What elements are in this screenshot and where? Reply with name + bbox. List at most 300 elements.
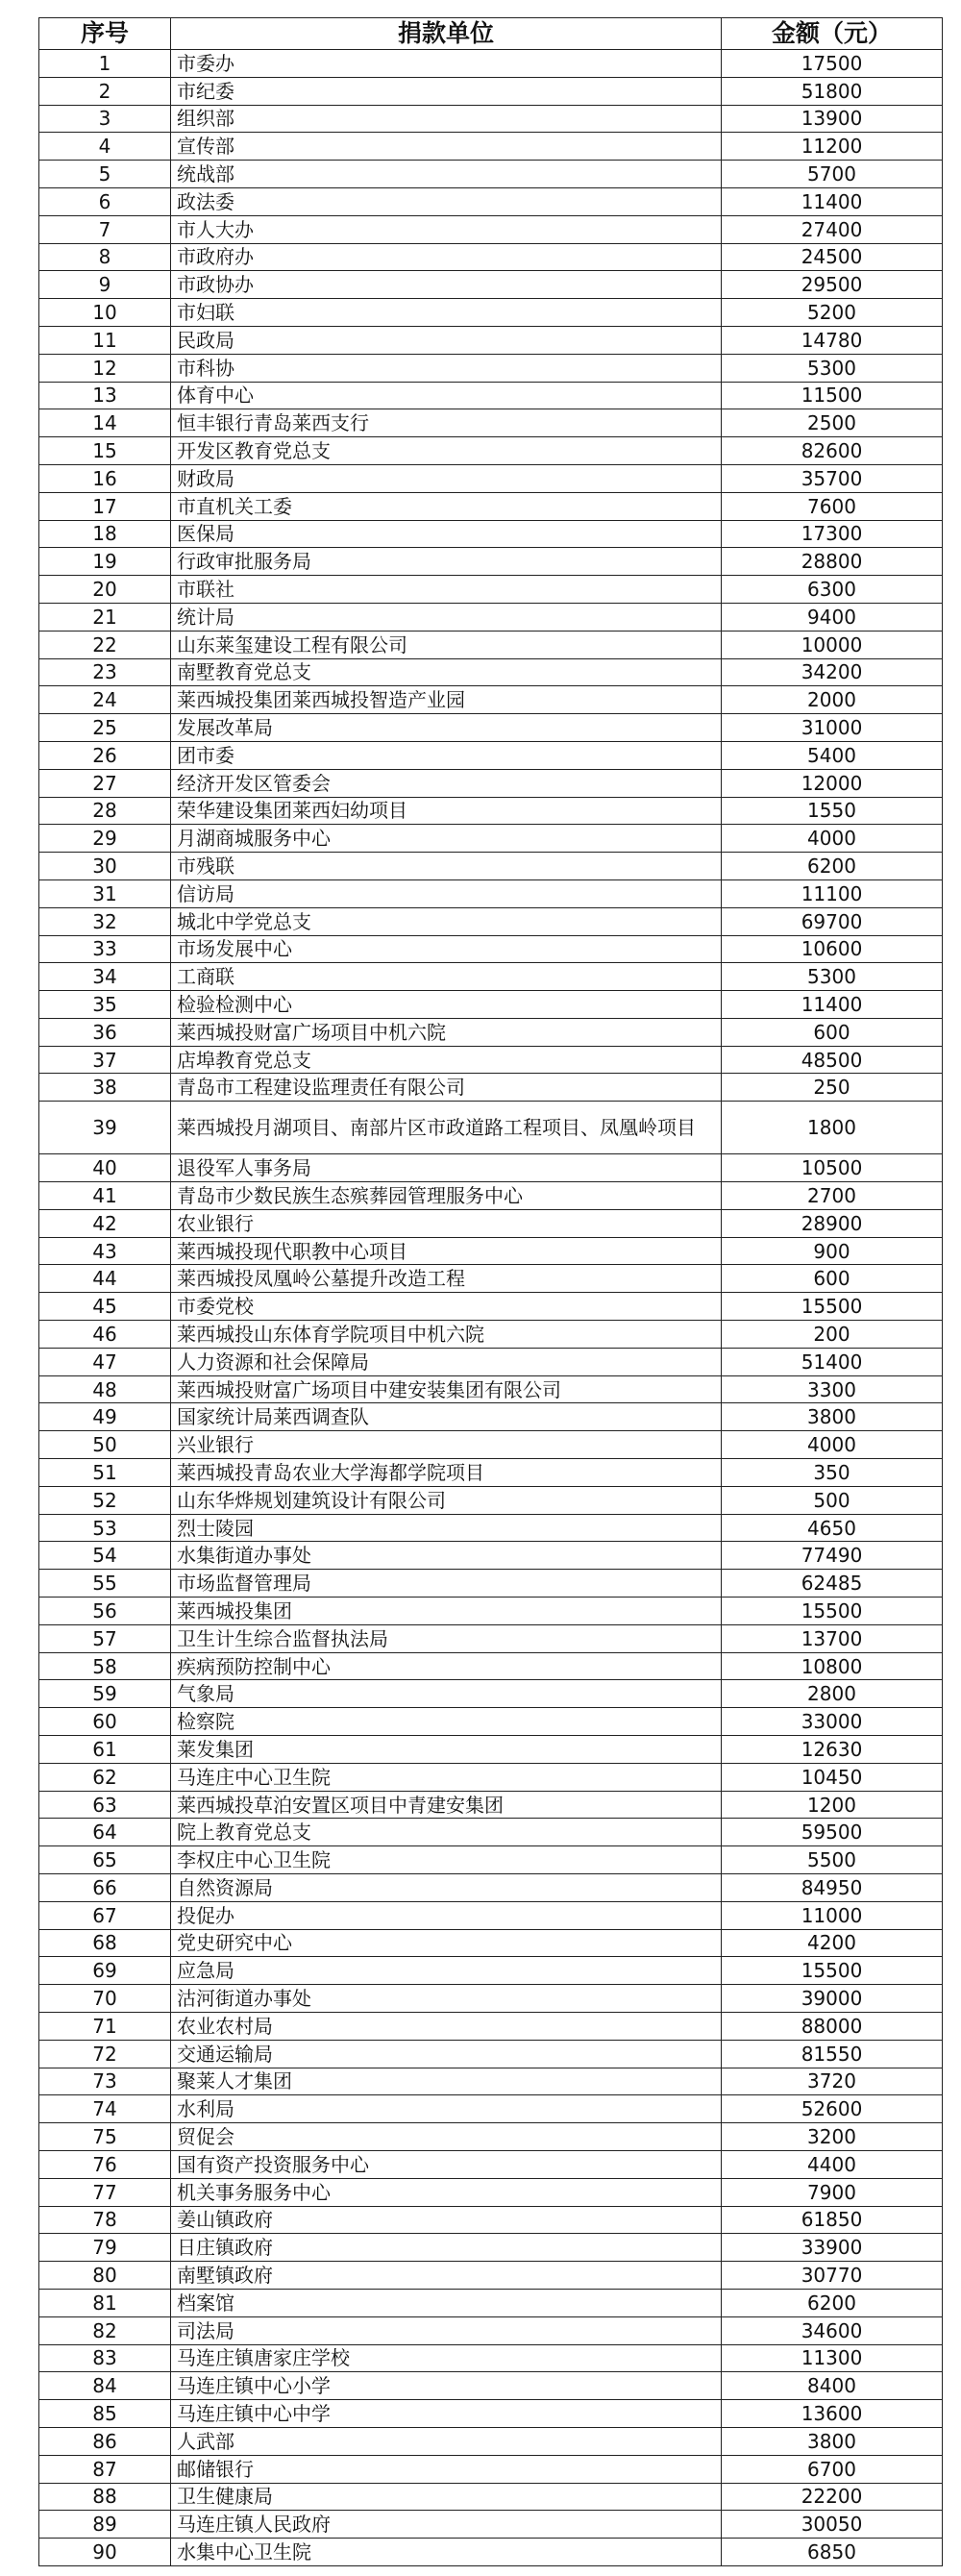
row-index: 9 [39,271,171,299]
row-index: 43 [39,1237,171,1265]
table-row [39,2511,943,2539]
row-donor: 莱西城投集团 [171,1598,722,1625]
table-row [39,187,943,215]
row-donor: 市政协办 [171,271,722,299]
row-amount: 13700 [722,1624,943,1652]
row-index: 4 [39,133,171,161]
row-index: 72 [39,2040,171,2068]
table-body [39,50,943,2566]
row-index: 79 [39,2234,171,2262]
row-index: 54 [39,1542,171,1570]
table-row [39,2178,943,2206]
row-amount: 82600 [722,437,943,465]
table-row [39,354,943,382]
row-index: 27 [39,769,171,797]
row-donor: 市妇联 [171,299,722,327]
row-amount: 1550 [722,797,943,825]
table-row [39,133,943,161]
header-amount: 金额（元） [722,18,943,50]
row-amount: 34200 [722,658,943,686]
row-donor: 投促办 [171,1901,722,1929]
row-amount: 10800 [722,1652,943,1680]
row-index: 75 [39,2123,171,2151]
row-index: 70 [39,1985,171,2013]
table-row [39,1763,943,1791]
row-index: 1 [39,50,171,78]
row-amount: 500 [722,1486,943,1514]
row-amount: 6200 [722,2289,943,2316]
row-amount: 31000 [722,714,943,742]
row-index: 62 [39,1763,171,1791]
table-row [39,548,943,576]
table-row [39,935,943,963]
table-row [39,1154,943,1182]
row-donor: 青岛市少数民族生态殡葬园管理服务中心 [171,1182,722,1210]
row-amount: 6200 [722,853,943,880]
row-index: 30 [39,853,171,880]
row-amount: 17500 [722,50,943,78]
row-amount: 3800 [722,2427,943,2455]
row-amount: 2000 [722,686,943,714]
row-donor: 莱西城投财富广场项目中建安装集团有限公司 [171,1375,722,1403]
row-amount: 6850 [722,2539,943,2566]
row-amount: 81550 [722,2040,943,2068]
row-donor: 疾病预防控制中心 [171,1652,722,1680]
row-index: 55 [39,1570,171,1598]
row-amount: 69700 [722,907,943,935]
row-index: 15 [39,437,171,465]
table-row [39,963,943,991]
table-row [39,1182,943,1210]
row-amount: 11400 [722,991,943,1019]
row-donor: 经济开发区管委会 [171,769,722,797]
row-donor: 市人大办 [171,215,722,243]
table-row [39,991,943,1019]
row-donor: 马连庄镇人民政府 [171,2511,722,2539]
row-donor: 莱西城投集团莱西城投智造产业园 [171,686,722,714]
row-amount: 52600 [722,2095,943,2123]
table-row [39,576,943,604]
row-index: 40 [39,1154,171,1182]
row-amount: 33000 [722,1708,943,1736]
row-donor: 市委办 [171,50,722,78]
row-donor: 市纪委 [171,77,722,105]
row-amount: 11500 [722,382,943,409]
table-row [39,769,943,797]
row-amount: 10000 [722,631,943,658]
row-donor: 马连庄镇中心中学 [171,2400,722,2428]
row-index: 10 [39,299,171,327]
table-row [39,1874,943,1902]
header-donor: 捐款单位 [171,18,722,50]
row-donor: 自然资源局 [171,1874,722,1902]
row-index: 89 [39,2511,171,2539]
table-row [39,2483,943,2511]
row-index: 17 [39,492,171,520]
row-donor: 山东莱玺建设工程有限公司 [171,631,722,658]
table-row [39,326,943,354]
table-row [39,2012,943,2040]
row-amount: 29500 [722,271,943,299]
table-row [39,907,943,935]
row-donor: 检察院 [171,1708,722,1736]
row-index: 74 [39,2095,171,2123]
row-donor: 莱西城投山东体育学院项目中机六院 [171,1321,722,1349]
row-amount: 34600 [722,2316,943,2344]
row-index: 8 [39,243,171,271]
row-index: 88 [39,2483,171,2511]
donation-table-container [38,17,942,2566]
table-row [39,1265,943,1293]
header-index: 序号 [39,18,171,50]
row-amount: 350 [722,1459,943,1487]
row-donor: 体育中心 [171,382,722,409]
table-row [39,2427,943,2455]
table-row [39,161,943,188]
table-row [39,409,943,437]
row-donor: 党史研究中心 [171,1929,722,1957]
table-row [39,520,943,548]
table-row [39,2289,943,2316]
row-index: 49 [39,1403,171,1431]
row-index: 63 [39,1791,171,1819]
row-index: 5 [39,161,171,188]
table-row [39,1293,943,1321]
row-amount: 48500 [722,1046,943,1074]
row-index: 67 [39,1901,171,1929]
row-index: 47 [39,1348,171,1375]
row-amount: 2800 [722,1680,943,1708]
row-donor: 工商联 [171,963,722,991]
row-amount: 2500 [722,409,943,437]
table-row [39,1819,943,1846]
row-index: 69 [39,1957,171,1985]
table-row [39,2344,943,2372]
row-amount: 77490 [722,1542,943,1570]
row-amount: 24500 [722,243,943,271]
row-index: 83 [39,2344,171,2372]
row-index: 33 [39,935,171,963]
row-index: 50 [39,1431,171,1459]
row-index: 78 [39,2206,171,2234]
row-donor: 山东华烨规划建筑设计有限公司 [171,1486,722,1514]
table-row [39,2262,943,2290]
row-amount: 4000 [722,825,943,853]
row-index: 44 [39,1265,171,1293]
table-row [39,879,943,907]
row-amount: 51400 [722,1348,943,1375]
table-row [39,271,943,299]
row-amount: 5500 [722,1846,943,1874]
row-donor: 莱西城投凤凰岭公墓提升改造工程 [171,1265,722,1293]
row-amount: 10600 [722,935,943,963]
table-row [39,492,943,520]
table-row [39,243,943,271]
row-index: 77 [39,2178,171,2206]
row-donor: 医保局 [171,520,722,548]
row-index: 24 [39,686,171,714]
row-index: 26 [39,741,171,769]
row-donor: 店埠教育党总支 [171,1046,722,1074]
row-amount: 600 [722,1265,943,1293]
row-amount: 600 [722,1018,943,1046]
table-row [39,686,943,714]
table-row [39,2234,943,2262]
table-row [39,1486,943,1514]
row-donor: 南墅镇政府 [171,2262,722,2290]
row-donor: 院上教育党总支 [171,1819,722,1846]
row-donor: 信访局 [171,879,722,907]
row-index: 18 [39,520,171,548]
row-amount: 5400 [722,741,943,769]
table-row [39,1237,943,1265]
row-donor: 卫生计生综合监督执法局 [171,1624,722,1652]
row-amount: 6300 [722,576,943,604]
row-amount: 13900 [722,105,943,133]
row-amount: 4400 [722,2150,943,2178]
table-row [39,1598,943,1625]
row-amount: 11000 [722,1901,943,1929]
row-amount: 4200 [722,1929,943,1957]
row-index: 80 [39,2262,171,2290]
row-donor: 市场发展中心 [171,935,722,963]
table-row [39,2372,943,2400]
row-donor: 聚莱人才集团 [171,2068,722,2095]
row-index: 41 [39,1182,171,1210]
table-row [39,2150,943,2178]
table-row [39,2455,943,2483]
row-amount: 14780 [722,326,943,354]
table-row [39,797,943,825]
row-index: 13 [39,382,171,409]
row-index: 28 [39,797,171,825]
row-index: 65 [39,1846,171,1874]
row-donor: 李权庄中心卫生院 [171,1846,722,1874]
row-amount: 13600 [722,2400,943,2428]
row-index: 25 [39,714,171,742]
row-index: 42 [39,1209,171,1237]
row-donor: 马连庄中心卫生院 [171,1763,722,1791]
row-amount: 900 [722,1237,943,1265]
row-donor: 市科协 [171,354,722,382]
row-index: 85 [39,2400,171,2428]
row-amount: 7900 [722,2178,943,2206]
row-donor: 民政局 [171,326,722,354]
row-amount: 3720 [722,2068,943,2095]
row-amount: 15500 [722,1293,943,1321]
row-index: 64 [39,1819,171,1846]
row-index: 35 [39,991,171,1019]
row-donor: 国有资产投资服务中心 [171,2150,722,2178]
row-donor: 开发区教育党总支 [171,437,722,465]
table-row [39,50,943,78]
table-row [39,1459,943,1487]
row-amount: 7600 [722,492,943,520]
table-row [39,1348,943,1375]
row-index: 37 [39,1046,171,1074]
row-donor: 兴业银行 [171,1431,722,1459]
row-index: 46 [39,1321,171,1349]
table-row [39,2068,943,2095]
row-amount: 5300 [722,963,943,991]
row-amount: 39000 [722,1985,943,2013]
row-index: 57 [39,1624,171,1652]
table-row [39,825,943,853]
row-amount: 5300 [722,354,943,382]
table-row [39,382,943,409]
row-amount: 3800 [722,1403,943,1431]
row-amount: 30050 [722,2511,943,2539]
table-row [39,1736,943,1764]
row-amount: 5700 [722,161,943,188]
row-donor: 检验检测中心 [171,991,722,1019]
table-row [39,2123,943,2151]
row-donor: 市场监督管理局 [171,1570,722,1598]
table-row [39,1791,943,1819]
row-amount: 6700 [722,2455,943,2483]
row-amount: 11400 [722,187,943,215]
row-amount: 200 [722,1321,943,1349]
row-amount: 59500 [722,1819,943,1846]
table-row [39,215,943,243]
table-row [39,1431,943,1459]
row-index: 68 [39,1929,171,1957]
table-row [39,2040,943,2068]
row-amount: 28800 [722,548,943,576]
row-index: 71 [39,2012,171,2040]
row-donor: 行政审批服务局 [171,548,722,576]
row-donor: 市直机关工委 [171,492,722,520]
row-amount: 22200 [722,2483,943,2511]
table-row [39,1018,943,1046]
row-donor: 市联社 [171,576,722,604]
row-amount: 15500 [722,1598,943,1625]
row-donor: 人力资源和社会保障局 [171,1348,722,1375]
row-donor: 发展改革局 [171,714,722,742]
row-amount: 12000 [722,769,943,797]
table-row [39,1514,943,1542]
row-index: 56 [39,1598,171,1625]
table-row [39,2316,943,2344]
row-index: 87 [39,2455,171,2483]
row-donor: 人武部 [171,2427,722,2455]
row-donor: 荣华建设集团莱西妇幼项目 [171,797,722,825]
row-donor: 统计局 [171,603,722,631]
table-row [39,299,943,327]
row-amount: 27400 [722,215,943,243]
table-row [39,741,943,769]
row-amount: 10450 [722,1763,943,1791]
row-amount: 1800 [722,1102,943,1154]
row-donor: 气象局 [171,1680,722,1708]
table-row [39,1652,943,1680]
row-amount: 1200 [722,1791,943,1819]
row-index: 53 [39,1514,171,1542]
table-row [39,1209,943,1237]
row-donor: 城北中学党总支 [171,907,722,935]
table-row [39,1708,943,1736]
row-amount: 12630 [722,1736,943,1764]
row-donor: 莱发集团 [171,1736,722,1764]
row-index: 81 [39,2289,171,2316]
row-donor: 国家统计局莱西调查队 [171,1403,722,1431]
row-donor: 马连庄镇唐家庄学校 [171,2344,722,2372]
row-index: 23 [39,658,171,686]
row-donor: 应急局 [171,1957,722,1985]
row-donor: 政法委 [171,187,722,215]
row-index: 51 [39,1459,171,1487]
table-row [39,1985,943,2013]
table-row [39,631,943,658]
table-row [39,2400,943,2428]
row-donor: 日庄镇政府 [171,2234,722,2262]
row-donor: 档案馆 [171,2289,722,2316]
row-index: 38 [39,1074,171,1102]
row-index: 20 [39,576,171,604]
row-amount: 11200 [722,133,943,161]
row-amount: 88000 [722,2012,943,2040]
row-index: 7 [39,215,171,243]
row-index: 82 [39,2316,171,2344]
row-index: 21 [39,603,171,631]
row-index: 52 [39,1486,171,1514]
table-row [39,1102,943,1154]
row-donor: 组织部 [171,105,722,133]
row-index: 29 [39,825,171,853]
row-donor: 马连庄镇中心小学 [171,2372,722,2400]
row-amount: 84950 [722,1874,943,1902]
row-donor: 水集中心卫生院 [171,2539,722,2566]
row-index: 76 [39,2150,171,2178]
table-row [39,658,943,686]
table-row [39,464,943,492]
table-row [39,1624,943,1652]
row-index: 14 [39,409,171,437]
row-index: 73 [39,2068,171,2095]
table-row [39,1542,943,1570]
table-header-row [39,18,943,50]
row-index: 48 [39,1375,171,1403]
row-index: 16 [39,464,171,492]
row-donor: 团市委 [171,741,722,769]
table-row [39,714,943,742]
row-donor: 退役军人事务局 [171,1154,722,1182]
table-row [39,77,943,105]
row-amount: 3200 [722,2123,943,2151]
row-amount: 62485 [722,1570,943,1598]
row-donor: 统战部 [171,161,722,188]
row-amount: 4000 [722,1431,943,1459]
row-index: 39 [39,1102,171,1154]
row-index: 61 [39,1736,171,1764]
row-donor: 农业银行 [171,1209,722,1237]
row-index: 45 [39,1293,171,1321]
row-index: 22 [39,631,171,658]
row-donor: 莱西城投青岛农业大学海都学院项目 [171,1459,722,1487]
row-donor: 农业农村局 [171,2012,722,2040]
row-donor: 烈士陵园 [171,1514,722,1542]
table-row [39,1403,943,1431]
row-amount: 28900 [722,1209,943,1237]
row-donor: 邮储银行 [171,2455,722,2483]
row-donor: 宣传部 [171,133,722,161]
row-index: 34 [39,963,171,991]
row-donor: 水集街道办事处 [171,1542,722,1570]
table-row [39,1046,943,1074]
row-index: 36 [39,1018,171,1046]
row-donor: 月湖商城服务中心 [171,825,722,853]
table-row [39,853,943,880]
